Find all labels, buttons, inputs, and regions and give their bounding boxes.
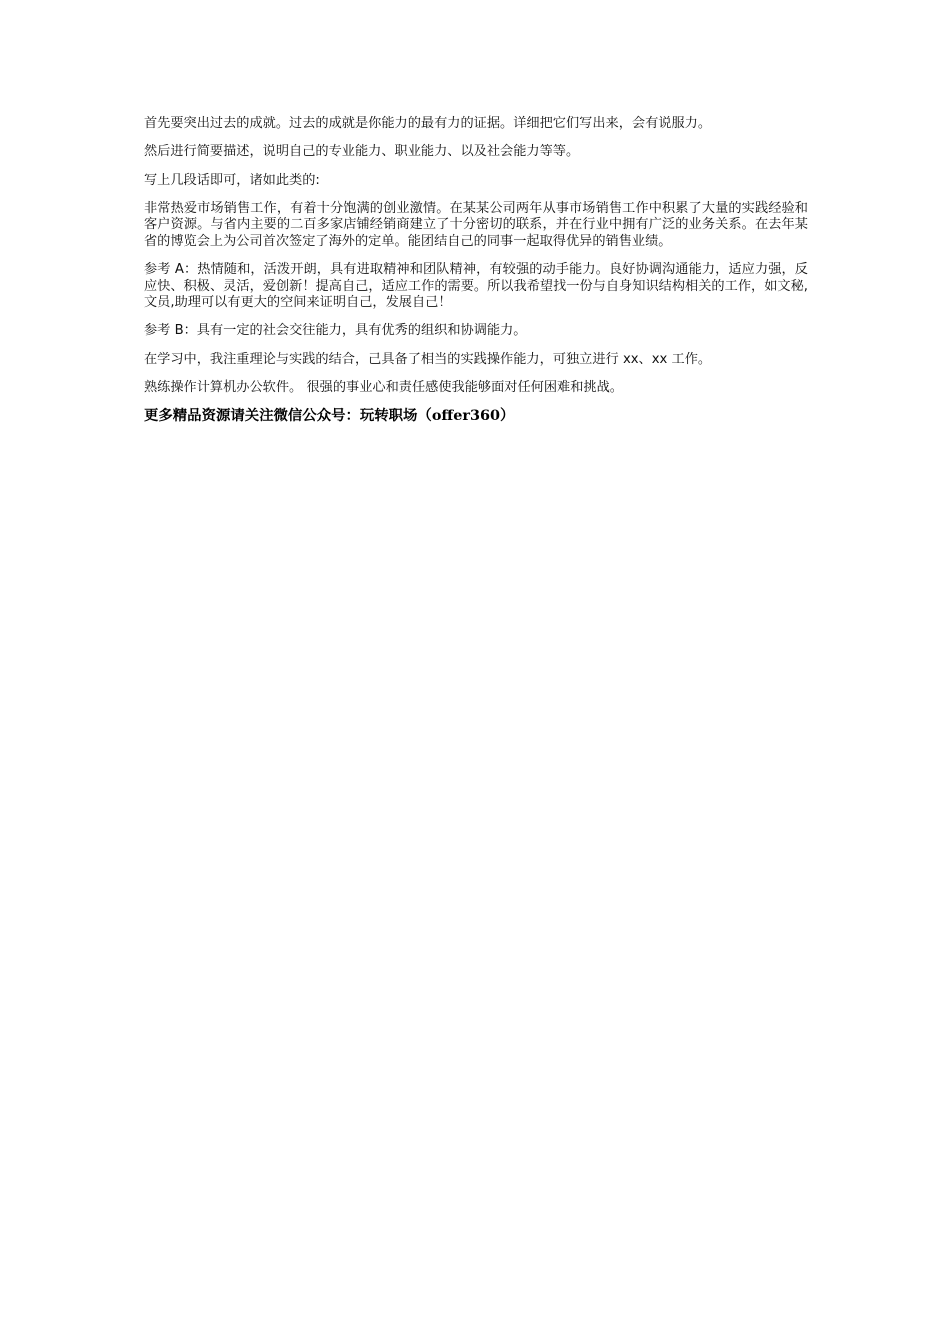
document-body	[144, 116, 808, 437]
footer-promo: 更多精品资源请关注微信公众号：玩转职场（offer360）	[144, 407, 515, 425]
paragraph-instruction: 写上几段话即可，诸如此类的:	[144, 172, 320, 188]
paragraph-skills: 熟练操作计算机办公软件。 很强的事业心和责任感使我能够面对任何困难和挑战。	[144, 380, 623, 396]
paragraph-study: 在学习中，我注重理论与实践的结合，己具备了相当的实践操作能力，可独立进行 xx、xx 工作。	[144, 351, 712, 367]
paragraph-abilities: 然后进行简要描述，说明自己的专业能力、职业能力、以及社会能力等等。	[144, 144, 580, 160]
paragraph-sales-example: 非常热爱市场销售工作，有着十分饱满的创业激情。在某某公司两年从事市场销售工作中积累了大量的实践经验和客户资源。与省内主要的二百多家店铺经销商建立了十分密切的联系，并在行业中拥有广泛的业务关系。在去年某省的博览会上为公司首次签定了海外的定单。能团结自己的同事一起取得优异的销售业绩。	[144, 200, 808, 249]
paragraph-reference-a: 参考 A：热情随和，活泼开朗，具有进取精神和团队精神，有较强的动手能力。良好协调沟通能力，适应力强，反应快、积极、灵活，爱创新！提高自己，适应工作的需要。所以我希望找一份与自身知识结构相关的工作，如文秘,文员,助理可以有更大的空间来证明自己，发展自己！	[144, 262, 808, 311]
paragraph-achievements: 首先要突出过去的成就。过去的成就是你能力的最有力的证据。详细把它们写出来，会有说服力。	[144, 116, 712, 131]
paragraph-reference-b: 参考 B：具有一定的社会交往能力，具有优秀的组织和协调能力。	[144, 323, 527, 339]
